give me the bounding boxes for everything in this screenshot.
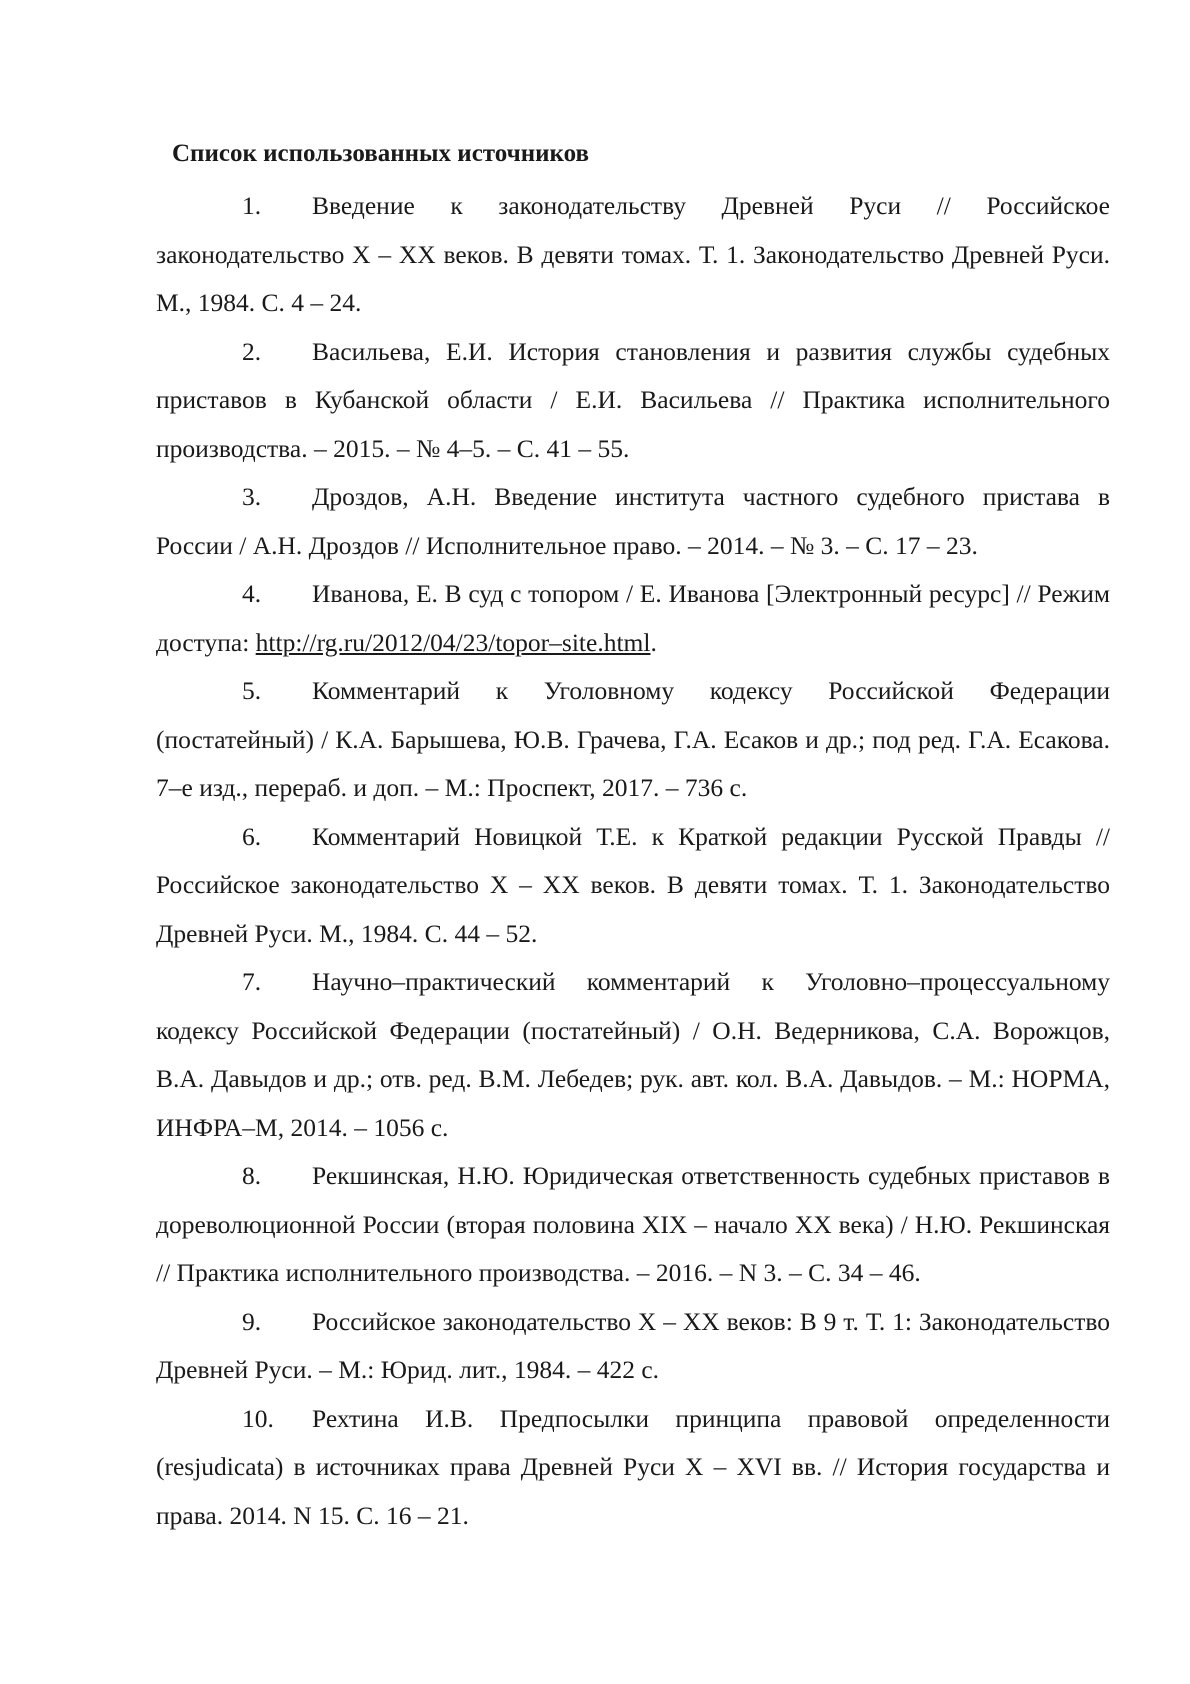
reference-item [156,667,1110,813]
reference-item [156,182,1110,328]
reference-number: 1. [242,191,262,220]
reference-link[interactable]: http://rg.ru/2012/04/23/topor–site.html [255,627,651,657]
reference-list [156,182,1110,1540]
reference-number: 8. [242,1161,262,1190]
reference-number: 4. [242,579,262,608]
reference-item [156,328,1110,474]
reference-text: Рекшинская, Н.Ю. Юридическая ответственность судебных приставов в дореволюционной России (вторая половина XIX – начало XX века) / Н.Ю. Рекшинская // Практика исполнительного производства. – 2016. – N 3. – С. 34 – 46. [156,1161,1110,1287]
reference-text: Введение к законодательству Древней Руси // Российское законодательство X – XX веков. В девяти томах. Т. 1. Законодательство Древней Руси. М., 1984. С. 4 – 24. [156,191,1110,317]
reference-text: Комментарий Новицкой Т.Е. к Краткой редакции Русской Правды // Российское законодательство X – XX веков. В девяти томах. Т. 1. Законодательство Древней Руси. М., 1984. С. 44 – 52. [156,821,1110,948]
reference-text: Иванова, Е. В суд с топором / Е. Иванова [Электронный ресурс] // Режим доступа: [156,579,1110,657]
reference-number: 10. [242,1403,274,1433]
reference-text: Комментарий к Уголовному кодексу Российской Федерации (постатейный) / К.А. Барышева, Ю.В. Грачева, Г.А. Есаков и др.; под ред. Г.А. Есакова. 7–е изд., перераб. и доп. – М.: Проспект, 2017. – 736 с. [156,676,1110,802]
reference-item [156,1395,1110,1541]
reference-number: 5. [242,676,262,705]
reference-item [156,1298,1110,1395]
reference-item [156,958,1110,1152]
reference-number: 6. [242,821,262,851]
reference-number: 7. [242,967,262,996]
reference-text: Научно–практический комментарий к Уголовно–процессуальному кодексу Российской Федерации (постатейный) / О.Н. Ведерникова, С.А. Ворожцов, В.А. Давыдов и др.; отв. ред. В.М. Лебедев; рук. авт. кол. В.А. Давыдов. – М.: НОРМА, ИНФРА–М, 2014. – 1056 с. [156,967,1110,1142]
reference-text: Рехтина И.В. Предпосылки принципа правовой определенности (resjudicata) в источниках права Древней Руси X – XVI вв. // История государства и права. 2014. N 15. С. 16 – 21. [156,1403,1110,1530]
reference-text: Российское законодательство X – XX веков: В 9 т. Т. 1: Законодательство Древней Руси. – М.: Юрид. лит., 1984. – 422 с. [156,1306,1110,1384]
reference-item [156,813,1110,959]
reference-item [156,473,1110,570]
reference-item [156,570,1110,667]
page-title: Список использованных источников [172,140,589,167]
reference-number: 9. [242,1306,262,1336]
reference-number: 2. [242,336,262,366]
reference-text-tail: . [650,627,657,657]
reference-number: 3. [242,482,262,511]
reference-item [156,1152,1110,1298]
reference-text: Васильева, Е.И. История становления и развития службы судебных приставов в Кубанской области / Е.И. Васильева // Практика исполнительного производства. – 2015. – № 4–5. – С. 41 – 55. [156,336,1110,463]
reference-text: Дроздов, А.Н. Введение института частного судебного пристава в России / А.Н. Дроздов // Исполнительное право. – 2014. – № 3. – С. 17 – 23. [156,482,1110,560]
